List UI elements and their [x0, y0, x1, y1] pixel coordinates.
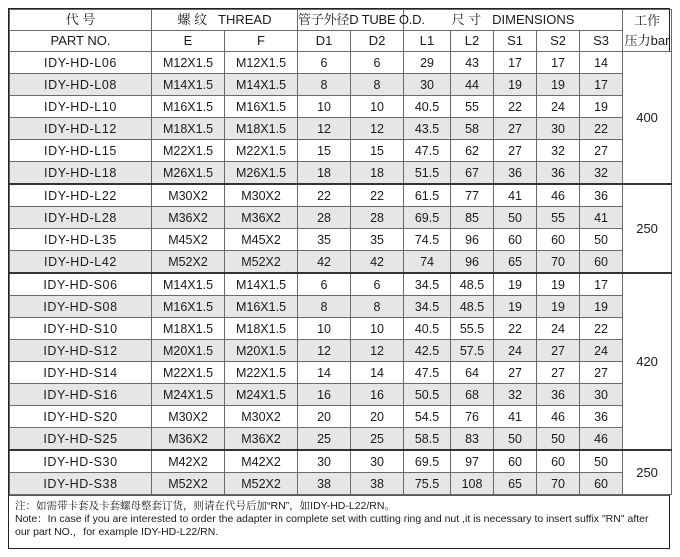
- cell-l1: 74: [404, 251, 451, 274]
- cell-l1: 40.5: [404, 318, 451, 340]
- cell-f: M20X1.5: [225, 340, 298, 362]
- cell-s3: 46: [580, 428, 623, 451]
- cell-s1: 24: [494, 340, 537, 362]
- cell-l2: 76: [451, 406, 494, 428]
- part-number-cell: IDY-HD-S14: [10, 362, 152, 384]
- cell-l2: 77: [451, 184, 494, 207]
- cell-d1: 28: [298, 207, 351, 229]
- cell-s3: 22: [580, 118, 623, 140]
- header-row-2: [10, 31, 672, 52]
- cell-l1: 74.5: [404, 229, 451, 251]
- cell-l1: 58.5: [404, 428, 451, 451]
- part-number-cell: IDY-HD-L06: [10, 52, 152, 74]
- part-number-cell: IDY-HD-L08: [10, 74, 152, 96]
- pressure-cell: 420: [623, 273, 672, 450]
- cell-d2: 8: [351, 296, 404, 318]
- cell-d1: 6: [298, 273, 351, 296]
- cell-l2: 85: [451, 207, 494, 229]
- part-number-cell: IDY-HD-S38: [10, 473, 152, 495]
- cell-d1: 30: [298, 450, 351, 473]
- cell-e: M12X1.5: [152, 52, 225, 74]
- cell-s2: 36: [537, 162, 580, 185]
- cell-d2: 38: [351, 473, 404, 495]
- cell-d2: 30: [351, 450, 404, 473]
- cell-s2: 19: [537, 273, 580, 296]
- cell-l1: 29: [404, 52, 451, 74]
- cell-s1: 50: [494, 428, 537, 451]
- header-col-s1: S1: [494, 31, 537, 52]
- cell-d1: 10: [298, 96, 351, 118]
- part-number-cell: IDY-HD-S06: [10, 273, 152, 296]
- cell-l1: 30: [404, 74, 451, 96]
- cell-l1: 69.5: [404, 450, 451, 473]
- cell-s1: 60: [494, 229, 537, 251]
- cell-s1: 32: [494, 384, 537, 406]
- cell-l2: 43: [451, 52, 494, 74]
- table-row: [10, 251, 672, 274]
- part-number-cell: IDY-HD-S25: [10, 428, 152, 451]
- cell-l2: 55.5: [451, 318, 494, 340]
- cell-l1: 54.5: [404, 406, 451, 428]
- cell-l1: 50.5: [404, 384, 451, 406]
- table-row: [10, 473, 672, 495]
- cell-l2: 44: [451, 74, 494, 96]
- cell-s1: 50: [494, 207, 537, 229]
- cell-s1: 19: [494, 74, 537, 96]
- cell-s1: 60: [494, 450, 537, 473]
- cell-s2: 32: [537, 140, 580, 162]
- part-number-cell: IDY-HD-L28: [10, 207, 152, 229]
- cell-d1: 16: [298, 384, 351, 406]
- cell-s3: 50: [580, 450, 623, 473]
- cell-e: M36X2: [152, 428, 225, 451]
- cell-e: M16X1.5: [152, 96, 225, 118]
- header-pressure: 工作 压力bar: [623, 10, 672, 52]
- cell-l1: 34.5: [404, 273, 451, 296]
- cell-l2: 48.5: [451, 296, 494, 318]
- cell-s2: 60: [537, 229, 580, 251]
- cell-s3: 36: [580, 184, 623, 207]
- cell-d1: 12: [298, 118, 351, 140]
- part-number-cell: IDY-HD-S08: [10, 296, 152, 318]
- cell-s2: 17: [537, 52, 580, 74]
- cell-d1: 14: [298, 362, 351, 384]
- cell-d1: 10: [298, 318, 351, 340]
- cell-f: M16X1.5: [225, 96, 298, 118]
- cell-s3: 19: [580, 96, 623, 118]
- cell-l2: 58: [451, 118, 494, 140]
- header-code: 代 号: [10, 10, 152, 31]
- header-tube-od: 管子外径D TUBE O.D.: [298, 10, 404, 31]
- table-row: [10, 229, 672, 251]
- part-number-cell: IDY-HD-L35: [10, 229, 152, 251]
- cell-s2: 30: [537, 118, 580, 140]
- cell-d1: 38: [298, 473, 351, 495]
- cell-s2: 70: [537, 473, 580, 495]
- cell-s2: 55: [537, 207, 580, 229]
- table-row: [10, 184, 672, 207]
- part-number-cell: IDY-HD-L15: [10, 140, 152, 162]
- part-number-cell: IDY-HD-L18: [10, 162, 152, 185]
- cell-e: M18X1.5: [152, 318, 225, 340]
- table-row: [10, 96, 672, 118]
- cell-s2: 36: [537, 384, 580, 406]
- table-row: [10, 450, 672, 473]
- cell-f: M16X1.5: [225, 296, 298, 318]
- cell-s2: 60: [537, 450, 580, 473]
- header-dimensions: 尺 寸 DIMENSIONS: [404, 10, 623, 31]
- cell-d2: 12: [351, 340, 404, 362]
- cell-s1: 19: [494, 296, 537, 318]
- table-row: [10, 296, 672, 318]
- cell-l2: 83: [451, 428, 494, 451]
- cell-s3: 60: [580, 251, 623, 274]
- table-row: [10, 340, 672, 362]
- part-number-cell: IDY-HD-S16: [10, 384, 152, 406]
- header-col-f: F: [225, 31, 298, 52]
- part-number-cell: IDY-HD-L22: [10, 184, 152, 207]
- cell-e: M30X2: [152, 184, 225, 207]
- cell-d1: 25: [298, 428, 351, 451]
- cell-f: M30X2: [225, 184, 298, 207]
- notes: [9, 495, 669, 539]
- pressure-cell: 250: [623, 450, 672, 495]
- cell-s1: 17: [494, 52, 537, 74]
- cell-d2: 25: [351, 428, 404, 451]
- cell-s2: 46: [537, 184, 580, 207]
- cell-s2: 27: [537, 340, 580, 362]
- cell-e: M36X2: [152, 207, 225, 229]
- cell-s2: 70: [537, 251, 580, 274]
- cell-s2: 24: [537, 96, 580, 118]
- cell-d2: 10: [351, 96, 404, 118]
- cell-e: M45X2: [152, 229, 225, 251]
- part-number-cell: IDY-HD-S12: [10, 340, 152, 362]
- cell-f: M12X1.5: [225, 52, 298, 74]
- cell-d1: 22: [298, 184, 351, 207]
- cell-e: M30X2: [152, 406, 225, 428]
- header-col-s3: S3: [580, 31, 623, 52]
- part-number-cell: IDY-HD-L10: [10, 96, 152, 118]
- table-row: [10, 207, 672, 229]
- cell-d2: 14: [351, 362, 404, 384]
- cell-e: M22X1.5: [152, 140, 225, 162]
- cell-d2: 28: [351, 207, 404, 229]
- header-row-1: [10, 10, 672, 31]
- cell-s2: 19: [537, 74, 580, 96]
- cell-d2: 15: [351, 140, 404, 162]
- cell-l1: 42.5: [404, 340, 451, 362]
- cell-e: M14X1.5: [152, 74, 225, 96]
- cell-l1: 51.5: [404, 162, 451, 185]
- cell-s3: 30: [580, 384, 623, 406]
- cell-s3: 27: [580, 362, 623, 384]
- cell-d2: 20: [351, 406, 404, 428]
- cell-l1: 40.5: [404, 96, 451, 118]
- cell-d1: 35: [298, 229, 351, 251]
- cell-d2: 22: [351, 184, 404, 207]
- header-col-l1: L1: [404, 31, 451, 52]
- cell-d2: 8: [351, 74, 404, 96]
- cell-d1: 8: [298, 74, 351, 96]
- cell-l1: 69.5: [404, 207, 451, 229]
- cell-d2: 42: [351, 251, 404, 274]
- cell-s1: 36: [494, 162, 537, 185]
- cell-s3: 50: [580, 229, 623, 251]
- cell-f: M36X2: [225, 207, 298, 229]
- part-number-cell: IDY-HD-S10: [10, 318, 152, 340]
- cell-l2: 108: [451, 473, 494, 495]
- part-number-cell: IDY-HD-L12: [10, 118, 152, 140]
- cell-s3: 36: [580, 406, 623, 428]
- cell-f: M45X2: [225, 229, 298, 251]
- spec-table-body: [10, 52, 672, 495]
- cell-s1: 41: [494, 406, 537, 428]
- cell-l1: 43.5: [404, 118, 451, 140]
- cell-f: M22X1.5: [225, 140, 298, 162]
- cell-e: M14X1.5: [152, 273, 225, 296]
- cell-f: M36X2: [225, 428, 298, 451]
- part-number-cell: IDY-HD-S20: [10, 406, 152, 428]
- cell-f: M22X1.5: [225, 362, 298, 384]
- cell-f: M18X1.5: [225, 118, 298, 140]
- table-row: [10, 318, 672, 340]
- header-col-e: E: [152, 31, 225, 52]
- pressure-cell: 400: [623, 52, 672, 185]
- cell-d2: 6: [351, 273, 404, 296]
- table-row: [10, 74, 672, 96]
- cell-l2: 97: [451, 450, 494, 473]
- cell-l1: 75.5: [404, 473, 451, 495]
- cell-l1: 61.5: [404, 184, 451, 207]
- table-row: [10, 273, 672, 296]
- cell-s3: 14: [580, 52, 623, 74]
- cell-l2: 55: [451, 96, 494, 118]
- cell-s3: 60: [580, 473, 623, 495]
- header-thread: 螺 纹 THREAD: [152, 10, 298, 31]
- cell-s2: 19: [537, 296, 580, 318]
- spec-table: [9, 9, 672, 495]
- cell-d1: 8: [298, 296, 351, 318]
- note-english-line-1: Note：In case if you are interested to order the adapter in complete set with cutting ring and nut ,it is necessary to insert suffix "RN" after: [15, 513, 649, 525]
- cell-d1: 12: [298, 340, 351, 362]
- table-row: [10, 162, 672, 185]
- cell-e: M16X1.5: [152, 296, 225, 318]
- cell-s1: 22: [494, 318, 537, 340]
- cell-e: M18X1.5: [152, 118, 225, 140]
- cell-d2: 35: [351, 229, 404, 251]
- cell-l1: 47.5: [404, 140, 451, 162]
- table-row: [10, 140, 672, 162]
- cell-f: M30X2: [225, 406, 298, 428]
- cell-s2: 27: [537, 362, 580, 384]
- table-row: [10, 362, 672, 384]
- cell-f: M14X1.5: [225, 273, 298, 296]
- cell-l1: 47.5: [404, 362, 451, 384]
- cell-l2: 62: [451, 140, 494, 162]
- cell-d2: 12: [351, 118, 404, 140]
- cell-s1: 65: [494, 251, 537, 274]
- cell-l2: 64: [451, 362, 494, 384]
- cell-s3: 17: [580, 74, 623, 96]
- cell-l2: 96: [451, 229, 494, 251]
- cell-s1: 27: [494, 118, 537, 140]
- note-chinese: 注：如需带卡套及卡套螺母整套订货，则请在代号后加“RN”，如IDY-HD-L22/RN。: [15, 500, 395, 512]
- cell-f: M24X1.5: [225, 384, 298, 406]
- cell-s3: 32: [580, 162, 623, 185]
- cell-f: M42X2: [225, 450, 298, 473]
- cell-s3: 19: [580, 296, 623, 318]
- header-col-d2: D2: [351, 31, 404, 52]
- spec-sheet: [8, 8, 670, 549]
- cell-e: M52X2: [152, 251, 225, 274]
- cell-s3: 22: [580, 318, 623, 340]
- note-english-line-2: our part NO.，for example IDY-HD-L22/RN.: [15, 526, 219, 538]
- cell-d1: 18: [298, 162, 351, 185]
- cell-l2: 68: [451, 384, 494, 406]
- cell-l2: 48.5: [451, 273, 494, 296]
- cell-s1: 65: [494, 473, 537, 495]
- cell-s1: 27: [494, 362, 537, 384]
- cell-f: M52X2: [225, 473, 298, 495]
- cell-s1: 41: [494, 184, 537, 207]
- cell-d1: 15: [298, 140, 351, 162]
- cell-e: M20X1.5: [152, 340, 225, 362]
- cell-s3: 17: [580, 273, 623, 296]
- part-number-cell: IDY-HD-S30: [10, 450, 152, 473]
- table-row: [10, 118, 672, 140]
- cell-s3: 41: [580, 207, 623, 229]
- cell-d2: 10: [351, 318, 404, 340]
- cell-s3: 27: [580, 140, 623, 162]
- cell-l1: 34.5: [404, 296, 451, 318]
- cell-d1: 6: [298, 52, 351, 74]
- cell-e: M24X1.5: [152, 384, 225, 406]
- cell-s3: 24: [580, 340, 623, 362]
- table-row: [10, 428, 672, 451]
- cell-l2: 67: [451, 162, 494, 185]
- cell-d2: 6: [351, 52, 404, 74]
- cell-e: M22X1.5: [152, 362, 225, 384]
- cell-f: M52X2: [225, 251, 298, 274]
- header-col-s2: S2: [537, 31, 580, 52]
- pressure-cell: 250: [623, 184, 672, 273]
- cell-l2: 57.5: [451, 340, 494, 362]
- table-row: [10, 384, 672, 406]
- cell-d1: 20: [298, 406, 351, 428]
- cell-f: M26X1.5: [225, 162, 298, 185]
- cell-e: M26X1.5: [152, 162, 225, 185]
- cell-s1: 27: [494, 140, 537, 162]
- table-row: [10, 406, 672, 428]
- cell-f: M18X1.5: [225, 318, 298, 340]
- cell-s2: 50: [537, 428, 580, 451]
- cell-d2: 18: [351, 162, 404, 185]
- header-part-no: PART NO.: [10, 31, 152, 52]
- header-col-l2: L2: [451, 31, 494, 52]
- cell-l2: 96: [451, 251, 494, 274]
- cell-f: M14X1.5: [225, 74, 298, 96]
- cell-e: M42X2: [152, 450, 225, 473]
- part-number-cell: IDY-HD-L42: [10, 251, 152, 274]
- cell-s1: 22: [494, 96, 537, 118]
- cell-e: M52X2: [152, 473, 225, 495]
- header-col-d1: D1: [298, 31, 351, 52]
- cell-d1: 42: [298, 251, 351, 274]
- cell-d2: 16: [351, 384, 404, 406]
- cell-s2: 24: [537, 318, 580, 340]
- cell-s1: 19: [494, 273, 537, 296]
- cell-s2: 46: [537, 406, 580, 428]
- table-row: [10, 52, 672, 74]
